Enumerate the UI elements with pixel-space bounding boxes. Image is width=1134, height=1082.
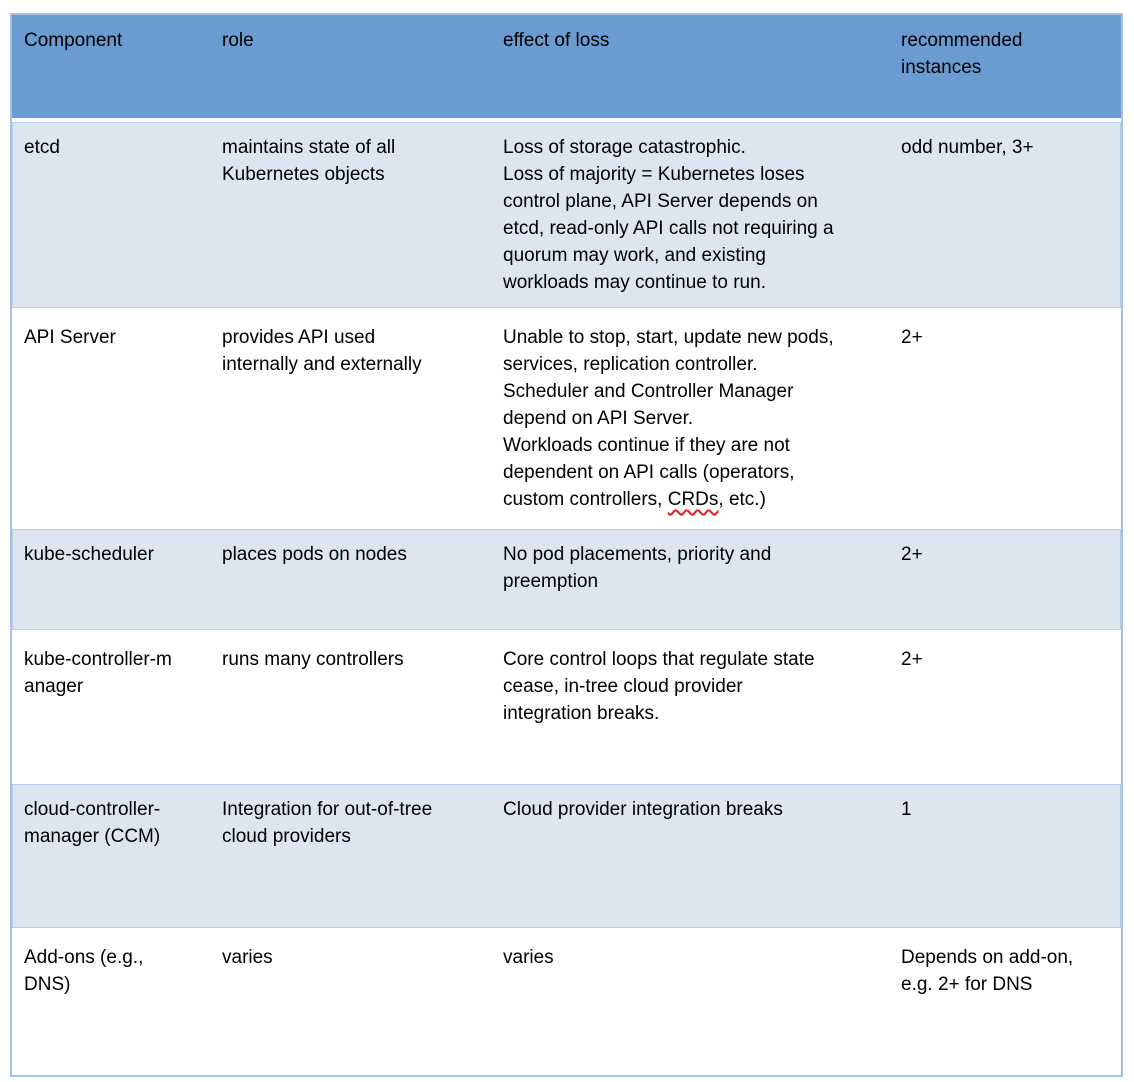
text-line: etcd (24, 137, 60, 158)
effect-cell (491, 312, 889, 525)
text-line: control plane, API Server depends on (503, 191, 818, 212)
text-line: services, replication controller. (503, 354, 758, 375)
text-line: Kubernetes objects (222, 164, 385, 185)
instances-cell (889, 932, 1121, 1075)
header-cell-component (12, 15, 210, 118)
text-line: integration breaks. (503, 703, 660, 724)
effect-cell (491, 122, 889, 308)
text-line (503, 486, 877, 513)
text-line: Workloads continue if they are not (503, 435, 790, 456)
text-line: kube-controller-m (24, 649, 172, 670)
text-line: preemption (503, 571, 599, 592)
header-label: Component (24, 30, 123, 51)
instances-cell (889, 122, 1121, 308)
component-cell (12, 634, 210, 780)
text-line: 2+ (901, 649, 923, 670)
text-line: kube-scheduler (24, 544, 154, 565)
text-line: varies (503, 947, 554, 968)
text-line: cloud providers (222, 826, 351, 847)
component-cell (12, 122, 210, 308)
component-cell (12, 529, 210, 630)
text-line: anager (24, 676, 84, 697)
text-line: Core control loops that regulate state (503, 649, 815, 670)
text-line: Scheduler and Controller Manager (503, 381, 794, 402)
text-line: cease, in-tree cloud provider (503, 676, 743, 697)
table-row-kube-scheduler (12, 529, 1121, 630)
text-line: runs many controllers (222, 649, 404, 670)
effect-cell (491, 529, 889, 630)
table-row-api-server (12, 312, 1121, 525)
text-line: No pod placements, priority and (503, 544, 772, 565)
text-line: etcd, read-only API calls not requiring a (503, 218, 834, 239)
text-line: Loss of majority = Kubernetes loses (503, 164, 805, 185)
table-row-kube-controller-manager (12, 634, 1121, 780)
text-line: varies (222, 947, 273, 968)
instances-cell (889, 784, 1121, 928)
text-line: workloads may continue to run. (503, 272, 766, 293)
effect-cell (491, 932, 889, 1075)
table-row-etcd (12, 122, 1121, 308)
header-label-line: instances (901, 57, 982, 78)
text-line: Depends on add-on, (901, 947, 1074, 968)
text-line: 2+ (901, 544, 923, 565)
role-cell (210, 122, 491, 308)
component-cell (12, 312, 210, 525)
header-label: effect of loss (503, 30, 610, 51)
misspelled-word: CRDs (667, 489, 719, 510)
header-cell-effect-of-loss (491, 15, 889, 118)
text-line: 2+ (901, 327, 923, 348)
instances-cell (889, 312, 1121, 525)
role-cell (210, 634, 491, 780)
text-segment: custom controllers, (503, 489, 668, 510)
text-line: Cloud provider integration breaks (503, 799, 783, 820)
component-cell (12, 932, 210, 1075)
table-header-row (12, 15, 1121, 118)
text-line: Unable to stop, start, update new pods, (503, 327, 834, 348)
header-cell-recommended-instances (889, 15, 1121, 118)
header-label: role (222, 30, 254, 51)
components-table (10, 13, 1123, 1077)
text-segment: , etc.) (718, 489, 766, 510)
role-cell (210, 312, 491, 525)
text-line: API Server (24, 327, 116, 348)
table-row-cloud-controller-manager (12, 784, 1121, 928)
text-line: Loss of storage catastrophic. (503, 137, 746, 158)
instances-cell (889, 529, 1121, 630)
role-cell (210, 529, 491, 630)
text-line: Add-ons (e.g., (24, 947, 144, 968)
text-line: provides API used (222, 327, 376, 348)
effect-cell (491, 634, 889, 780)
role-cell (210, 932, 491, 1075)
text-line: dependent on API calls (operators, (503, 462, 795, 483)
text-line: cloud-controller- (24, 799, 161, 820)
text-line: places pods on nodes (222, 544, 407, 565)
text-line: Integration for out-of-tree (222, 799, 433, 820)
text-line: e.g. 2+ for DNS (901, 974, 1033, 995)
role-cell (210, 784, 491, 928)
component-cell (12, 784, 210, 928)
text-line: manager (CCM) (24, 826, 161, 847)
effect-cell (491, 784, 889, 928)
text-line: depend on API Server. (503, 408, 694, 429)
instances-cell (889, 634, 1121, 780)
header-cell-role (210, 15, 491, 118)
text-line: quorum may work, and existing (503, 245, 766, 266)
text-line: DNS) (24, 974, 71, 995)
text-line: internally and externally (222, 354, 422, 375)
text-line: maintains state of all (222, 137, 396, 158)
text-line: odd number, 3+ (901, 137, 1034, 158)
text-line: 1 (901, 799, 912, 820)
table-row-add-ons (12, 932, 1121, 1075)
header-label-line: recommended (901, 30, 1023, 51)
